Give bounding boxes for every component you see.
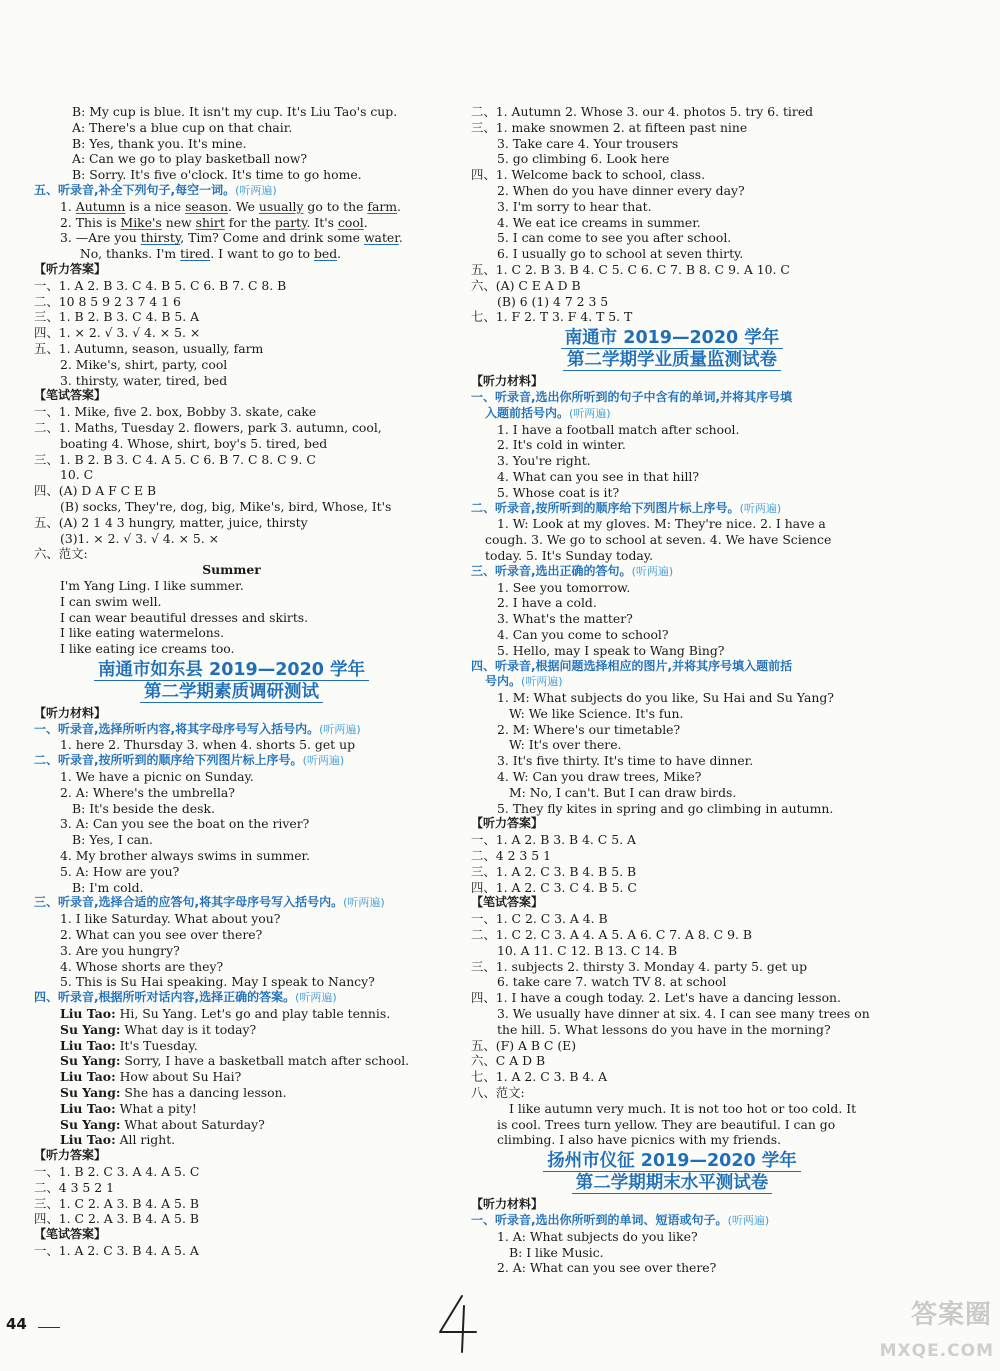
answer-section-label: 【听力答案】	[34, 1148, 107, 1163]
text-line: B: I like Music.	[509, 1244, 604, 1260]
section-heading-line1: 南通市 2019—2020 学年	[471, 327, 873, 349]
answer-section-label: 【听力答案】	[471, 816, 544, 831]
text-line: today. 5. It's Sunday today.	[485, 547, 654, 563]
text-line: I like eating watermelons.	[60, 625, 225, 641]
text-line: 2. When do you have dinner every day?	[497, 182, 745, 198]
text-line: 1. M: What subjects do you like, Su Hai and Su Yang?	[497, 690, 834, 706]
text-line: 3. What's the matter?	[497, 611, 633, 627]
text-line: W: We like Science. It's fun.	[509, 705, 684, 721]
text-line: 六、C A D B	[471, 1053, 546, 1069]
section-heading-line2: 第二学期素质调研测试	[34, 681, 429, 703]
text-line: 4. Can you come to school?	[497, 626, 669, 642]
text-line: Liu Tao: How about Su Hai?	[60, 1069, 242, 1085]
text-line: Su Yang: What day is it today?	[60, 1021, 257, 1037]
section-heading-line1: 南通市如东县 2019—2020 学年	[34, 659, 429, 681]
listen-twice-tag: (听两遍)	[631, 564, 674, 578]
section-heading	[471, 1150, 873, 1194]
text-line: 1. I have a football match after school.	[497, 421, 740, 437]
listen-twice-tag: (听两遍)	[343, 896, 385, 910]
section-heading-line2: 第二学期学业质量监测试卷	[471, 349, 873, 371]
text-line: B: It's beside the desk.	[72, 800, 215, 816]
text-line: I'm Yang Ling. I like summer.	[60, 577, 244, 593]
question-instruction: 二、听录音,按所听到的顺序给下列图片标上序号。(听两遍)	[471, 500, 782, 515]
text-line: 一、1. B 2. C 3. A 4. A 5. C	[34, 1164, 200, 1179]
text-line: 五、(F) A B C (E)	[471, 1037, 577, 1053]
text-line: 2. I have a cold.	[497, 595, 597, 611]
text-line: 3. We usually have dinner at six. 4. I can see many trees on	[497, 1006, 870, 1022]
text-line: boating 4. Whose, shirt, boy's 5. tired, bed	[60, 435, 328, 451]
question-instruction: 一、听录音,选择所听内容,将其字母序号写入括号内。(听两遍)	[34, 721, 361, 736]
text-line: is cool. Trees turn yellow. They are beautiful. I can go	[497, 1116, 836, 1132]
text-line: 4. We eat ice creams in summer.	[497, 214, 701, 230]
text-line: Liu Tao: Hi, Su Yang. Let's go and play table tennis.	[60, 1006, 391, 1022]
text-line: 1. here 2. Thursday 3. when 4. shorts 5. get up	[60, 737, 356, 753]
text-line: 四、(A) D A F C E B	[34, 483, 157, 499]
text-line: B: Sorry. It's five o'clock. It's time to go home.	[72, 167, 362, 183]
question-instruction: 二、听录音,按所听到的顺序给下列图片标上序号。(听两遍)	[34, 753, 345, 768]
text-line: 2. A: What can you see over there?	[497, 1260, 717, 1276]
text-line: 3. A: Can you see the boat on the river?	[60, 816, 310, 832]
question-instruction: 四、听录音,根据所听对话内容,选择正确的答案。(听两遍)	[34, 990, 337, 1005]
text-line: cough. 3. We go to school at seven. 4. We have Science	[485, 532, 832, 548]
text-line: 3. It's five thirty. It's time to have dinner.	[497, 753, 754, 769]
text-line: 2. What can you see over there?	[60, 927, 263, 943]
text-line: A: Can we go to play basketball now?	[72, 151, 308, 167]
text-line: W: It's over there.	[509, 737, 622, 753]
text-line: 5. This is Su Hai speaking. May I speak to Nancy?	[60, 974, 375, 990]
text-line: 2. M: Where's our timetable?	[497, 721, 681, 737]
text-line: the hill. 5. What lessons do you have in the morning?	[497, 1021, 831, 1037]
question-instruction: 四、听录音,根据问题选择相应的图片,并将其序号填入题前括	[471, 658, 793, 673]
text-line: 一、1. A 2. B 3. C 4. B 5. C 6. B 7. C 8. B	[34, 277, 287, 293]
text-line: M: No, I can't. But I can draw birds.	[509, 784, 737, 800]
text-line: 5. A: How are you?	[60, 863, 180, 879]
text-line: No, thanks. I'm tired. I want to go to bed.	[72, 246, 342, 262]
text-line: 1. I like Saturday. What about you?	[60, 911, 281, 927]
text-line: 4. My brother always swims in summer.	[60, 848, 311, 864]
text-line: 4. W: Can you draw trees, Mike?	[497, 769, 702, 785]
text-line: 三、1. make snowmen 2. at fifteen past nine	[471, 119, 748, 135]
text-line: 3. thirsty, water, tired, bed	[60, 372, 228, 388]
text-line: I can swim well.	[60, 593, 162, 609]
text-line: 5. Whose coat is it?	[497, 484, 620, 500]
question-instruction-cont: 入题前括号内。(听两遍)	[485, 405, 611, 420]
text-line: 3. You're right.	[497, 453, 591, 469]
text-line: 五、1. C 2. B 3. B 4. C 5. C 6. C 7. B 8. C 9. A 10. C	[471, 261, 790, 277]
text-line: Su Yang: Sorry, I have a basketball match after school.	[60, 1053, 410, 1069]
watermark-text: 答案圈	[910, 1300, 992, 1330]
text-line: 4. What can you see in that hill?	[497, 468, 700, 484]
right-column	[471, 104, 873, 1276]
listen-twice-tag: (听两遍)	[319, 722, 361, 736]
question-instruction: 一、听录音,选出你所听到的句子中含有的单词,并将其序号填	[471, 389, 793, 404]
watermark-logo	[858, 1300, 998, 1368]
text-line: 二、1. C 2. C 3. A 4. A 5. A 6. C 7. A 8. C 9. B	[471, 927, 752, 943]
text-line: 5. They fly kites in spring and go climbing in autumn.	[497, 800, 834, 816]
text-line: 2. A: Where's the umbrella?	[60, 784, 235, 800]
text-line: 八、范文:	[471, 1085, 525, 1101]
text-line: 2. This is Mike's new shirt for the party. It's cool.	[60, 214, 368, 230]
text-line: 二、1. Maths, Tuesday 2. flowers, park 3. autumn, cool,	[34, 419, 382, 435]
answer-section-label: 【听力材料】	[471, 374, 544, 389]
listen-twice-tag: (听两遍)	[739, 501, 782, 515]
text-line: B: Yes, I can.	[72, 832, 153, 848]
listen-twice-tag: (听两遍)	[295, 991, 337, 1005]
listen-twice-tag: (听两遍)	[727, 1214, 770, 1227]
listen-twice-tag: (听两遍)	[235, 183, 277, 197]
text-line: Su Yang: What about Saturday?	[60, 1116, 265, 1132]
text-line: 一、1. Mike, five 2. box, Bobby 3. skate, cake	[34, 404, 317, 420]
text-line: 三、1. A 2. C 3. B 4. B 5. B	[471, 863, 637, 879]
answer-section-label: 【笔试答案】	[34, 388, 107, 403]
text-line: 一、1. A 2. C 3. B 4. A 5. A	[34, 1242, 199, 1258]
handwritten-four-mark	[432, 1292, 482, 1354]
text-line: 3. I'm sorry to hear that.	[497, 198, 652, 214]
text-line: 1. Autumn is a nice season. We usually go to the farm.	[60, 198, 401, 214]
text-line: 10. A 11. C 12. B 13. C 14. B	[497, 942, 678, 958]
text-line: I like autumn very much. It is not too hot or too cold. It	[509, 1100, 857, 1116]
text-line: (B) 6 (1) 4 7 2 3 5	[497, 293, 609, 309]
text-line: Su Yang: She has a dancing lesson.	[60, 1085, 287, 1101]
text-line: 6. take care 7. watch TV 8. at school	[497, 974, 727, 990]
answer-section-label: 【听力答案】	[34, 261, 107, 276]
text-line: 3. Are you hungry?	[60, 942, 180, 958]
text-line: 三、1. subjects 2. thirsty 3. Monday 4. party 5. get up	[471, 958, 808, 974]
text-line: 1. We have a picnic on Sunday.	[60, 769, 254, 785]
text-line: B: My cup is blue. It isn't my cup. It's Liu Tao's cup.	[72, 104, 398, 119]
question-instruction-cont: 号内。(听两遍)	[485, 674, 563, 689]
page-number: 44	[6, 1315, 27, 1333]
text-line: (B) socks, They're, dog, big, Mike's, bird, Whose, It's	[60, 498, 392, 514]
text-line: I can wear beautiful dresses and skirts.	[60, 609, 309, 625]
text-line: 三、1. B 2. B 3. C 4. A 5. C 6. B 7. C 8. C 9. C	[34, 451, 316, 467]
text-line: 3. Take care 4. Your trousers	[497, 135, 679, 151]
question-instruction: 五、听录音,补全下列句子,每空一词。(听两遍)	[34, 182, 277, 197]
text-line: 二、4 3 5 2 1	[34, 1179, 114, 1195]
text-line: B: Yes, thank you. It's mine.	[72, 135, 247, 151]
text-line: 四、1. I have a cough today. 2. Let's have a dancing lesson.	[471, 990, 841, 1006]
text-line: 三、1. B 2. B 3. C 4. B 5. A	[34, 309, 200, 325]
left-column	[34, 104, 429, 1259]
text-line: climbing. I also have picnics with my friends.	[497, 1132, 782, 1148]
text-line: 七、1. A 2. C 3. B 4. A	[471, 1069, 608, 1085]
text-line: 4. Whose shorts are they?	[60, 958, 224, 974]
text-line: 二、1. Autumn 2. Whose 3. our 4. photos 5. try 6. tired	[471, 104, 814, 119]
text-line: Liu Tao: All right.	[60, 1132, 176, 1148]
text-line: 六、范文:	[34, 546, 88, 562]
watermark-url: MXQE.COM	[879, 1341, 994, 1361]
text-line: 二、4 2 3 5 1	[471, 848, 551, 864]
text-line: 10. C	[60, 467, 94, 483]
text-line: 四、1. × 2. √ 3. √ 4. × 5. ×	[34, 325, 201, 341]
answer-section-label: 【笔试答案】	[34, 1227, 107, 1242]
text-line: 四、1. Welcome back to school, class.	[471, 167, 706, 183]
text-line: 一、1. C 2. C 3. A 4. B	[471, 911, 608, 927]
section-heading	[34, 659, 429, 703]
listen-twice-tag: (听两遍)	[302, 754, 345, 768]
text-line: I like eating ice creams too.	[60, 641, 235, 657]
text-line: 五、1. Autumn, season, usually, farm	[34, 340, 264, 356]
text-line: 1. A: What subjects do you like?	[497, 1228, 698, 1244]
text-line: 四、1. A 2. C 3. C 4. B 5. C	[471, 879, 637, 895]
text-line: Liu Tao: What a pity!	[60, 1100, 197, 1116]
section-heading-line1: 扬州市仪征 2019—2020 学年	[471, 1150, 873, 1172]
text-line: B: I'm cold.	[72, 879, 144, 895]
answer-section-label: 【听力材料】	[34, 705, 107, 720]
text-line: 1. W: Look at my gloves. M: They're nice. 2. I have a	[497, 516, 826, 532]
text-line: 一、1. A 2. B 3. B 4. C 5. A	[471, 832, 636, 848]
text-line: 六、(A) C E A D B	[471, 277, 581, 293]
section-heading	[471, 327, 873, 371]
answer-section-label: 【听力材料】	[471, 1197, 544, 1212]
page-number-rule	[38, 1327, 60, 1328]
essay-title: Summer	[202, 562, 261, 578]
text-line: 2. Mike's, shirt, party, cool	[60, 356, 228, 372]
text-line: 五、(A) 2 1 4 3 hungry, matter, juice, thirsty	[34, 514, 308, 530]
text-line: 三、1. C 2. A 3. B 4. A 5. B	[34, 1195, 199, 1211]
text-line: 3. —Are you thirsty, Tim? Come and drink some water.	[60, 230, 403, 246]
text-line: 6. I usually go to school at seven thirty.	[497, 246, 744, 262]
text-line: 1. See you tomorrow.	[497, 579, 631, 595]
text-line: 四、1. C 2. A 3. B 4. A 5. B	[34, 1211, 199, 1227]
question-instruction: 三、听录音,选出正确的答句。(听两遍)	[471, 563, 674, 578]
answer-section-label: 【笔试答案】	[471, 895, 544, 910]
text-line: 5. Hello, may I speak to Wang Bing?	[497, 642, 725, 658]
text-line: A: There's a blue cup on that chair.	[72, 119, 293, 135]
text-line: 七、1. F 2. T 3. F 4. T 5. T	[471, 309, 633, 325]
text-line: Liu Tao: It's Tuesday.	[60, 1037, 198, 1053]
text-line: 2. It's cold in winter.	[497, 437, 626, 453]
text-line: 二、10 8 5 9 2 3 7 4 1 6	[34, 293, 181, 309]
text-line: (3)1. × 2. √ 3. √ 4. × 5. ×	[60, 530, 220, 546]
question-instruction: 一、听录音,选出你所听到的单词、短语或句子。(听两遍)	[471, 1213, 770, 1227]
text-line: 5. I can come to see you after school.	[497, 230, 732, 246]
section-heading-line2: 第二学期期末水平测试卷	[471, 1172, 873, 1194]
text-line: 5. go climbing 6. Look here	[497, 151, 670, 167]
question-instruction: 三、听录音,选择合适的应答句,将其字母序号写入括号内。(听两遍)	[34, 895, 385, 910]
